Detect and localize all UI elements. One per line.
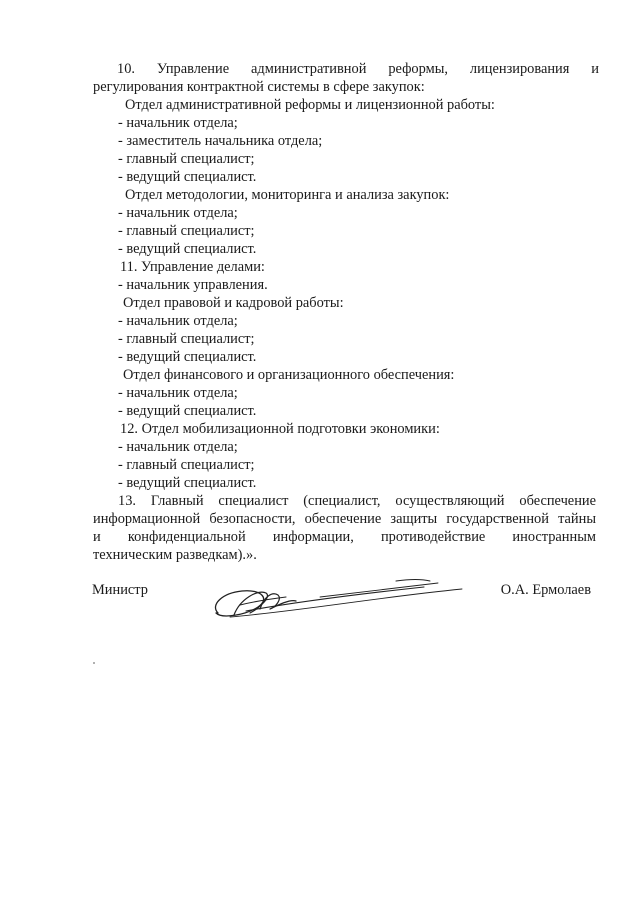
section-13-line2: информационной безопасности, обеспечение защиты государственной тайны <box>93 511 596 527</box>
signatory-name: О.А. Ермолаев <box>500 582 591 598</box>
department-heading: Отдел административной реформы и лицензионной работы: <box>125 97 495 113</box>
list-item: - начальник управления. <box>118 277 268 293</box>
handwritten-signature-icon <box>200 575 490 630</box>
list-item: - главный специалист; <box>118 457 255 473</box>
section-12-heading: 12. Отдел мобилизационной подготовки экономики: <box>120 421 440 437</box>
section-11-heading: 11. Управление делами: <box>120 259 265 275</box>
list-item: - начальник отдела; <box>118 439 238 455</box>
section-10-heading-line2: регулирования контрактной системы в сфере закупок: <box>93 79 425 95</box>
list-item: - ведущий специалист. <box>118 349 257 365</box>
department-heading: Отдел финансового и организационного обеспечения: <box>123 367 455 383</box>
list-item: - ведущий специалист. <box>118 241 257 257</box>
list-item: - главный специалист; <box>118 151 255 167</box>
list-item: - начальник отдела; <box>118 313 238 329</box>
list-item: - начальник отдела; <box>118 385 238 401</box>
list-item: - заместитель начальника отдела; <box>118 133 323 149</box>
list-item: - ведущий специалист. <box>118 475 257 491</box>
list-item: - ведущий специалист. <box>118 403 257 419</box>
department-heading: Отдел методологии, мониторинга и анализа закупок: <box>125 187 450 203</box>
signature-block <box>0 575 640 635</box>
list-item: - начальник отдела; <box>118 205 238 221</box>
section-13-line3: и конфиденциальной информации, противодействие иностранным <box>93 529 596 545</box>
department-heading: Отдел правовой и кадровой работы: <box>123 295 344 311</box>
signatory-position: Министр <box>92 582 148 598</box>
scan-speck <box>93 662 95 664</box>
section-10-heading-line1: 10. Управление административной реформы, лицензирования и <box>117 61 599 77</box>
section-13-line1: 13. Главный специалист (специалист, осуществляющий обеспечение <box>118 493 596 509</box>
list-item: - главный специалист; <box>118 331 255 347</box>
section-13-line4: техническим разведкам).». <box>93 547 257 563</box>
list-item: - главный специалист; <box>118 223 255 239</box>
list-item: - ведущий специалист. <box>118 169 257 185</box>
list-item: - начальник отдела; <box>118 115 238 131</box>
